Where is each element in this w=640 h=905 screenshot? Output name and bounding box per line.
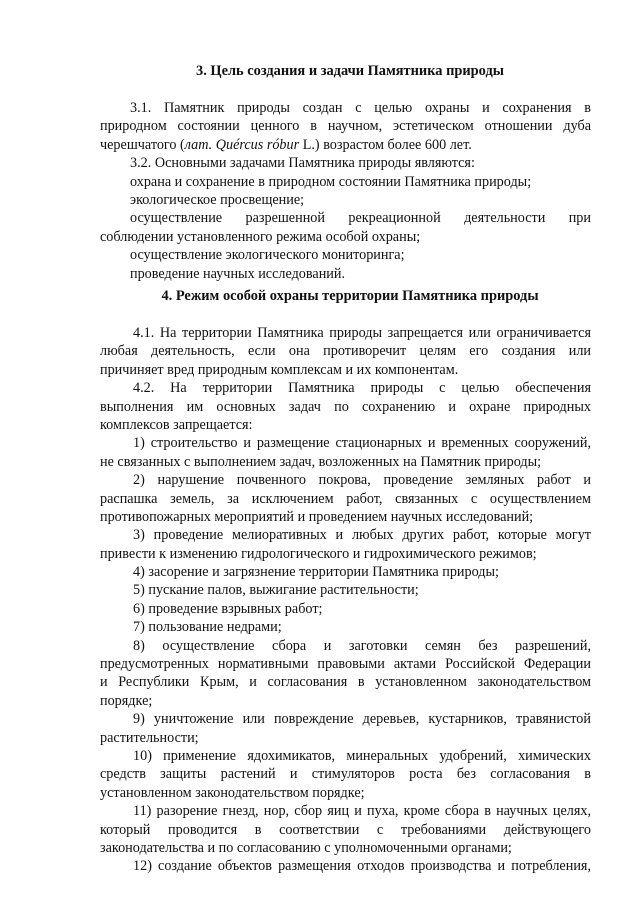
section-4-line: растительности; — [100, 729, 199, 746]
section-4-line: и Республики Крым, и согласования в установленном законодательством — [100, 674, 591, 691]
section-4-line: 4.2. На территории Памятника природы с целью обеспечения — [133, 380, 591, 397]
section-4-line: 12) создание объектов размещения отходов производства и потребления, — [133, 858, 591, 875]
section-4-line: причиняет вред природным комплексам и их компонентам. — [100, 361, 459, 378]
section-4-line: не связанных с выполнением задач, возложенных на Памятник природы; — [100, 453, 542, 470]
latin-name: лат. Quércus róbur — [184, 136, 300, 153]
text-run: L.) возрастом более 600 лет. — [299, 136, 472, 153]
section-4-line: привести к изменению гидрологического и гидрохимического режимов; — [100, 545, 537, 562]
section-4-line: 3) проведение мелиоративных и любых других работ, которые могут — [133, 527, 591, 544]
section-4-line: установленном законодательством порядке; — [100, 784, 365, 801]
section-4-line: 4.1. На территории Памятника природы запрещается или ограничивается — [133, 325, 591, 341]
section-4-line: распашка земель, за исключением работ, связанных с осуществлением — [100, 490, 591, 507]
section-4-line: выполнения им основных задач по сохранению и охране природных — [100, 398, 591, 415]
text-run: черешчатого ( — [100, 136, 185, 153]
section-4-line: 4) засорение и загрязнение территории Памятника природы; — [133, 564, 499, 581]
section-4-line: 10) применение ядохимикатов, минеральных удобрений, химических — [133, 747, 591, 764]
section-4-line: законодательства и по согласованию с уполномоченными органами; — [100, 839, 512, 856]
section-4-line: 6) проведение взрывных работ; — [133, 600, 323, 617]
section-4-body — [100, 324, 591, 876]
section-4-line: 11) разорение гнезд, нор, сбор яиц и пуха, кроме сбора в научных целях, — [133, 803, 591, 820]
section-4-line: порядке; — [100, 692, 153, 709]
section-3-body — [100, 99, 591, 283]
paragraph-3-1-line: природном состоянии ценного в научном, эстетическом отношении дуба — [100, 118, 591, 135]
section-4-line: 5) пускание палов, выжигание растительности; — [133, 582, 419, 599]
section-4-line: 2) нарушение почвенного покрова, проведение земляных работ и — [133, 472, 591, 489]
task-item-continuation: соблюдении установленного режима особой охраны; — [100, 228, 421, 245]
section-4-heading: 4. Режим особой охраны территории Памятника природы — [161, 288, 539, 304]
task-item: проведение научных исследований. — [130, 265, 346, 282]
paragraph-3-1-line — [100, 136, 591, 154]
paragraph-3-2: 3.2. Основными задачами Памятника природы являются: — [130, 155, 475, 172]
section-4-line: любая деятельность, если она противоречит целям его создания или — [100, 343, 591, 360]
section-3-heading: 3. Цель создания и задачи Памятника природы — [196, 63, 504, 79]
section-4-line: 7) пользование недрами; — [133, 619, 282, 636]
task-item: осуществление экологического мониторинга; — [130, 247, 405, 264]
task-item: осуществление разрешенной рекреационной деятельности при — [130, 210, 591, 227]
section-4-line: предусмотренных нормативными правовыми актами Российской Федерации — [100, 656, 591, 673]
paragraph-3-1-line: 3.1. Памятник природы создан с целью охраны и сохранения в — [130, 100, 591, 116]
task-item: экологическое просвещение; — [130, 191, 305, 208]
section-4-line: противопожарных мероприятий и проведением научных исследований; — [100, 508, 534, 525]
section-4-line: 8) осуществление сбора и заготовки семян без разрешений, — [133, 637, 591, 654]
section-4-line: 1) строительство и размещение стационарных и временных сооружений, — [133, 435, 591, 452]
section-4-line: средств защиты растений и стимуляторов роста без согласования в — [100, 766, 591, 783]
section-4-line: 9) уничтожение или повреждение деревьев, кустарников, травянистой — [133, 711, 591, 728]
task-item: охрана и сохранение в природном состоянии Памятника природы; — [130, 173, 532, 190]
section-4-line: который проводится в соответствии с требованиями действующего — [100, 821, 591, 838]
section-4-line: комплексов запрещается: — [100, 416, 253, 433]
